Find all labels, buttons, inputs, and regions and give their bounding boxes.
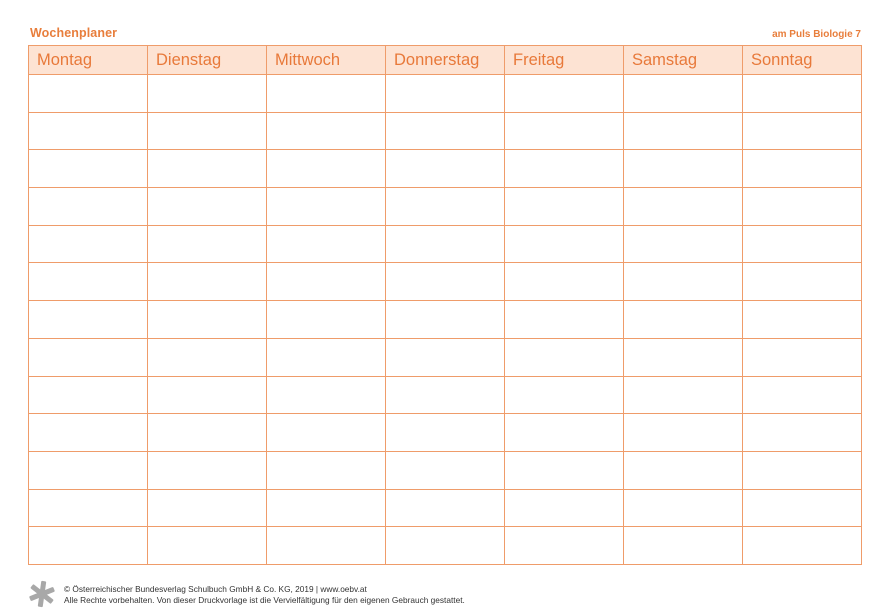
planner-cell [267,414,386,452]
planner-body [29,75,862,565]
planner-cell [386,338,505,376]
planner-cell [148,451,267,489]
planner-cell [267,338,386,376]
planner-cell [29,188,148,226]
day-header-sunday: Sonntag [743,46,862,75]
planner-cell [743,75,862,113]
planner-row [29,150,862,188]
planner-cell [624,376,743,414]
planner-cell [386,75,505,113]
planner-cell [505,188,624,226]
planner-cell [267,301,386,339]
planner-row [29,414,862,452]
planner-cell [743,188,862,226]
planner-cell [267,527,386,565]
planner-cell [386,263,505,301]
planner-cell [267,225,386,263]
planner-cell [743,527,862,565]
planner-cell [624,451,743,489]
planner-cell [386,301,505,339]
planner-cell [267,263,386,301]
planner-cell [505,451,624,489]
planner-cell [505,338,624,376]
planner-cell [29,225,148,263]
planner-cell [624,188,743,226]
planner-cell [624,527,743,565]
planner-cell [148,75,267,113]
day-header-wednesday: Mittwoch [267,46,386,75]
planner-cell [148,338,267,376]
weekly-planner-table [28,45,862,565]
planner-cell [386,112,505,150]
planner-cell [743,225,862,263]
planner-cell [29,376,148,414]
planner-cell [624,263,743,301]
book-title: am Puls Biologie 7 [772,29,861,40]
planner-row [29,112,862,150]
planner-cell [743,263,862,301]
day-header-thursday: Donnerstag [386,46,505,75]
planner-cell [29,338,148,376]
planner-cell [505,489,624,527]
planner-cell [267,489,386,527]
planner-cell [148,301,267,339]
day-header-tuesday: Dienstag [148,46,267,75]
planner-cell [386,376,505,414]
planner-cell [386,225,505,263]
planner-cell [505,112,624,150]
planner-cell [267,150,386,188]
planner-cell [624,225,743,263]
page-title: Wochenplaner [30,26,118,40]
planner-cell [148,414,267,452]
planner-cell [624,112,743,150]
planner-cell [29,75,148,113]
planner-cell [505,263,624,301]
planner-cell [148,376,267,414]
rights-line: Alle Rechte vorbehalten. Von dieser Druckvorlage ist die Vervielfältigung für den eigenen Gebrauch gestattet. [64,595,465,605]
planner-cell [29,150,148,188]
planner-cell [743,301,862,339]
planner-cell [386,150,505,188]
planner-row [29,225,862,263]
planner-cell [743,338,862,376]
planner-cell [267,112,386,150]
planner-row [29,451,862,489]
copyright-line: © Österreichischer Bundesverlag Schulbuch GmbH & Co. KG, 2019 | www.oebv.at [64,584,367,594]
planner-cell [267,451,386,489]
planner-cell [505,301,624,339]
planner-cell [386,527,505,565]
planner-cell [743,414,862,452]
planner-cell [148,527,267,565]
planner-cell [505,225,624,263]
planner-cell [743,150,862,188]
planner-row [29,527,862,565]
planner-cell [29,414,148,452]
planner-cell [148,263,267,301]
planner-cell [743,489,862,527]
planner-cell [624,75,743,113]
planner-cell [29,301,148,339]
planner-cell [743,376,862,414]
planner-cell [743,451,862,489]
planner-cell [505,414,624,452]
planner-cell [29,263,148,301]
planner-cell [148,489,267,527]
day-header-monday: Montag [29,46,148,75]
planner-cell [29,451,148,489]
planner-row [29,188,862,226]
footer-text [64,584,465,606]
planner-cell [624,301,743,339]
planner-cell [386,414,505,452]
planner-cell [386,451,505,489]
planner-cell [386,489,505,527]
planner-cell [505,376,624,414]
planner-cell [624,338,743,376]
weekday-header-row [29,46,862,75]
planner-cell [386,188,505,226]
planner-cell [505,75,624,113]
planner-cell [29,527,148,565]
planner-row [29,489,862,527]
planner-cell [624,414,743,452]
planner-cell [148,112,267,150]
planner-cell [29,489,148,527]
planner-cell [267,188,386,226]
planner-row [29,263,862,301]
day-header-friday: Freitag [505,46,624,75]
planner-row [29,301,862,339]
planner-cell [505,150,624,188]
oebv-asterisk-logo-icon [28,580,56,608]
planner-cell [743,112,862,150]
planner-cell [505,527,624,565]
planner-cell [148,188,267,226]
planner-cell [29,112,148,150]
planner-row [29,338,862,376]
planner-cell [624,489,743,527]
planner-row [29,376,862,414]
planner-cell [148,225,267,263]
day-header-saturday: Samstag [624,46,743,75]
planner-row [29,75,862,113]
planner-cell [267,75,386,113]
planner-cell [624,150,743,188]
planner-cell [267,376,386,414]
planner-cell [148,150,267,188]
